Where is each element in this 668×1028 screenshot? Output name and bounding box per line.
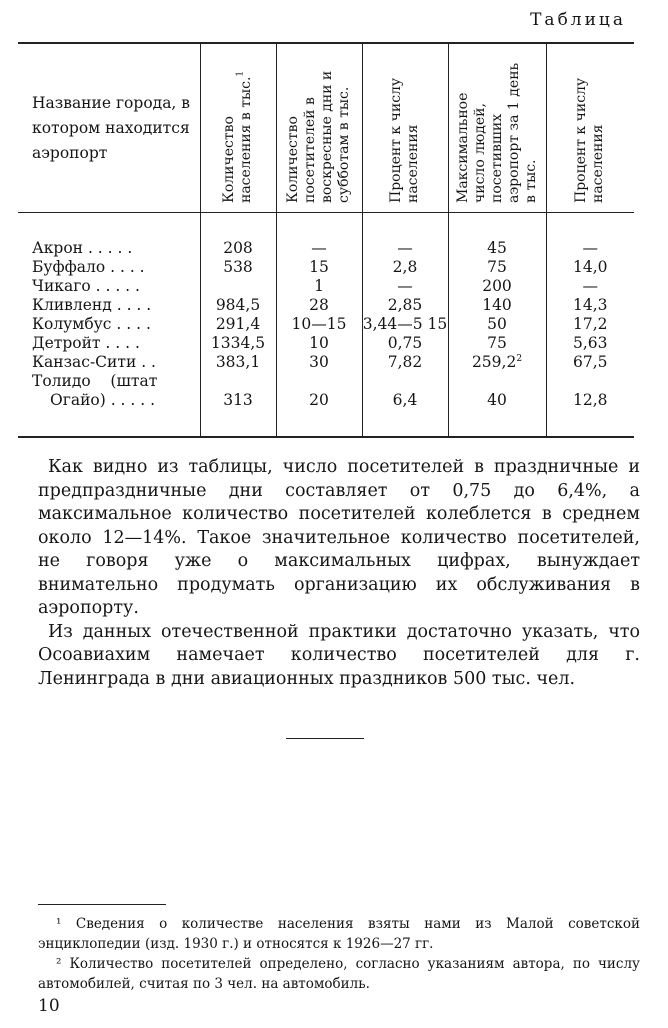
table-row [18,315,634,334]
percent-cell: 0,75 [362,334,448,353]
footnote-ref-1: 1 [235,70,246,77]
max-percent-cell: 14,0 [546,258,634,277]
visitors-cell: 15 [276,258,362,277]
visitors-cell: 28 [276,296,362,315]
max-visitors-cell: 200 [448,277,546,296]
paragraph: Как видно из таблицы, число посетителей в праздничные и предпраздничные дни составляет от 0,75 до 6,4%, а максимальное количество посетителей колеблется в среднем около 12—14%. Такое значительное количество посетителей, не говоря уже о максимальных цифрах, вынуждает внимательно продумать организацию их обслуживания в аэропорту. [38,457,640,618]
visitors-cell: 1 [276,277,362,296]
max-visitors-cell: 259,2$^2$ [448,353,546,372]
table-row [18,353,634,372]
table-row [18,296,634,315]
percent-cell: 2,8 [362,258,448,277]
table-row [18,334,634,353]
city-name: Буффало . . . . [32,258,145,276]
percent-cell: 2,85 [362,296,448,315]
header-visitors: Количество посетителей в воскресные дни и субботам в тыс. [276,43,362,213]
footnote: ² Количество посетителей определено, согласно указаниям автора, по числу автомобилей, считая по 3 чел. на автомобиль. [38,956,640,992]
body-text [38,456,640,691]
visitors-cell: 20 [276,372,362,437]
population-cell: 313 [200,372,276,437]
max-visitors-cell: 40 [448,372,546,437]
footnote-rule [38,904,166,905]
city-name: Колумбус . . . . [32,315,151,333]
header-city: Название города, в котором находится аэропорт [18,43,200,213]
max-visitors-cell: 140 [448,296,546,315]
visitors-cell: 30 [276,353,362,372]
population-cell: 538 [200,258,276,277]
max-percent-cell: 14,3 [546,296,634,315]
percent-cell: — [362,277,448,296]
population-cell: 291,4 [200,315,276,334]
max-percent-cell: — [546,277,634,296]
visitors-cell: 10 [276,334,362,353]
population-cell: 383,1 [200,353,276,372]
visitors-cell: — [276,213,362,259]
city-name: Кливленд . . . . [32,296,152,314]
visitors-cell: 10—15 [276,315,362,334]
percent-cell: — [362,213,448,259]
header-percent: Процент к числу населения [362,43,448,213]
footnote: ¹ Сведения о количестве населения взяты нами из Малой советской энциклопедии (изд. 1930 г.) и относятся к 1926—27 гг. [38,916,640,952]
population-cell [200,277,276,296]
population-cell: 984,5 [200,296,276,315]
max-visitors-cell: 50 [448,315,546,334]
page-number: 10 [38,996,60,1016]
population-cell: 208 [200,213,276,259]
max-percent-cell: 67,5 [546,353,634,372]
max-percent-cell: 5,63 [546,334,634,353]
table-row [18,277,634,296]
city-name: Детройт . . . . [32,334,140,352]
airport-visitors-table [18,42,634,438]
max-percent-cell: 12,8 [546,372,634,437]
footnote-ref-2: 2 [516,353,523,364]
table-header-row [18,43,634,213]
city-name: Канзас-Сити . . [32,353,156,371]
population-cell: 1334,5 [200,334,276,353]
percent-cell: 6,4 [362,372,448,437]
footnotes [38,914,640,994]
section-divider [286,738,364,739]
percent-cell: 3,44—5 15 [362,315,448,333]
max-percent-cell: 17,2 [546,315,634,334]
table-row [18,258,634,277]
city-name: Толидо (штат Огайо) . . . . . [32,372,158,409]
header-max-visitors: Максимальное число людей, посетивших аэропорт за 1 день в тыс. [448,43,546,213]
city-name: Акрон . . . . . [32,239,133,257]
paragraph: Из данных отечественной практики достаточно указать, что Осоавиахим намечает количество посетителей для г. Ленинграда в дни авиационных праздников 500 тыс. чел. [38,621,640,689]
header-max-percent: Процент к числу населения [546,43,634,213]
header-population: Количество населения в тыс.$^1$ [200,43,276,213]
table-row [18,213,634,259]
max-visitors-cell: 75 [448,334,546,353]
max-visitors-cell: 75 [448,258,546,277]
max-percent-cell: — [546,213,634,259]
table-label: Таблица [530,10,626,30]
city-name: Чикаго . . . . . [32,277,140,295]
table-row [18,372,634,437]
max-visitors-cell: 45 [448,213,546,259]
percent-cell: 7,82 [362,353,448,372]
